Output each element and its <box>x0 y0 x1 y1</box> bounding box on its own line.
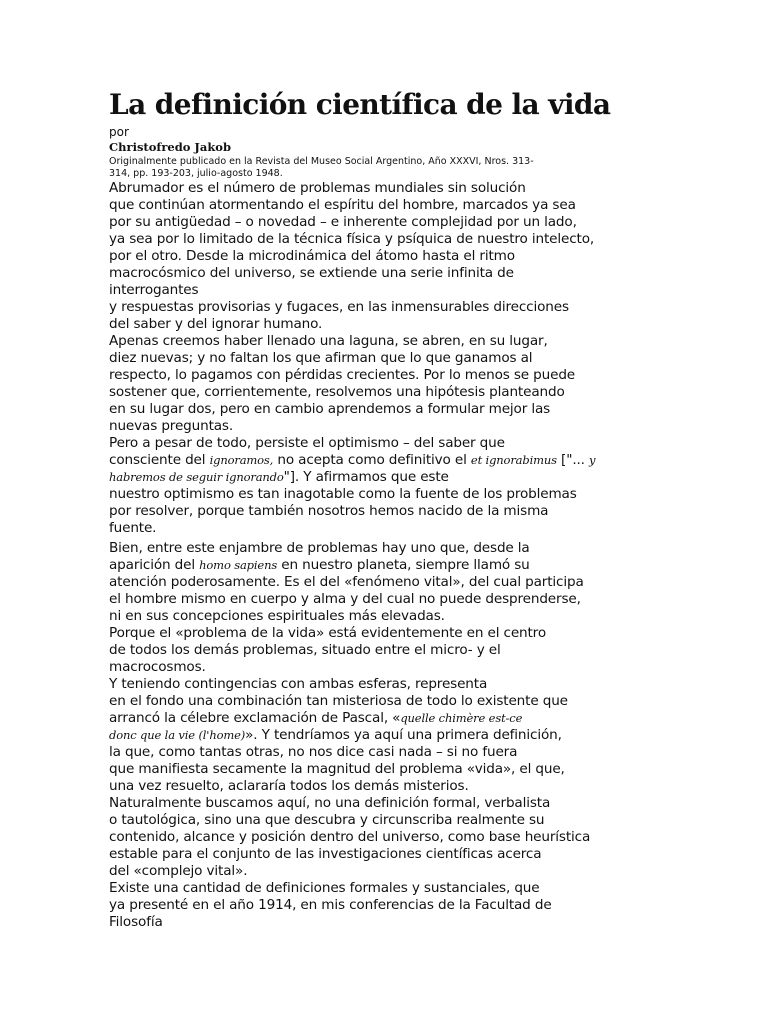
text-line: en su lugar dos, pero en cambio aprendemos a formular mejor las <box>109 401 551 417</box>
paragraph-4 <box>109 540 654 625</box>
text-run: arrancó la célebre exclamación de Pascal, « <box>109 710 401 726</box>
text-line: respecto, lo pagamos con pérdidas crecientes. Por lo menos se puede <box>109 367 576 383</box>
paragraph-8 <box>109 880 654 931</box>
paragraph-2 <box>109 333 654 435</box>
article-body <box>109 180 654 931</box>
text-line: que continúan atormentando el espíritu del hombre, marcados ya sea <box>109 197 576 213</box>
text-line: la que, como tantas otras, no nos dice casi nada – si no fuera <box>109 744 518 760</box>
text-run: aparición del <box>109 557 200 573</box>
text-line: ya presenté en el año 1914, en mis conferencias de la Facultad de <box>109 897 552 913</box>
text-line: diez nuevas; y no faltan los que afirman que lo que ganamos al <box>109 350 533 366</box>
text-line: por el otro. Desde la microdinámica del átomo hasta el ritmo <box>109 248 515 264</box>
paragraph-5 <box>109 625 654 676</box>
source-line: 314, pp. 193-203, julio-agosto 1948. <box>109 168 283 179</box>
text-line <box>109 557 654 574</box>
source-line: Originalmente publicado en la Revista del Museo Social Argentino, Año XXXVI, Nros. 313- <box>109 156 534 167</box>
italic-run: y <box>589 453 596 467</box>
text-line: y respuestas provisorias y fugaces, en las inmensurables direcciones <box>109 299 569 315</box>
text-line: Existe una cantidad de definiciones formales y sustanciales, que <box>109 880 540 896</box>
text-line: macrocosmos. <box>109 659 206 675</box>
text-line <box>109 710 654 727</box>
byline-prefix: por <box>109 125 129 139</box>
italic-run: homo sapiens <box>199 558 278 572</box>
paragraph-1 <box>109 180 654 333</box>
text-run: ». Y tendríamos ya aquí una primera definición, <box>245 727 562 743</box>
text-run: ["... <box>556 452 590 468</box>
text-line: Apenas creemos haber llenado una laguna, se abren, en su lugar, <box>109 333 548 349</box>
text-line: que manifiesta secamente la magnitud del problema «vida», el que, <box>109 761 565 777</box>
author-name: Christofredo Jakob <box>109 140 232 154</box>
text-line: el hombre mismo en cuerpo y alma y del cual no puede desprenderse, <box>109 591 581 607</box>
italic-run: donc que la vie (l'home) <box>109 728 246 742</box>
text-line: Porque el «problema de la vida» está evidentemente en el centro <box>109 625 546 641</box>
document-page <box>109 88 654 931</box>
italic-run: quelle chimère est-ce <box>400 711 523 725</box>
text-line: Pero a pesar de todo, persiste el optimismo – del saber que <box>109 435 505 451</box>
text-line: Y teniendo contingencias con ambas esferas, representa <box>109 676 488 692</box>
source-note <box>109 156 654 180</box>
text-line: del saber y del ignorar humano. <box>109 316 323 332</box>
text-line: ni en sus concepciones espirituales más elevadas. <box>109 608 445 624</box>
text-run: no acepta como definitivo el <box>273 452 471 468</box>
text-line: ya sea por lo limitado de la técnica física y psíquica de nuestro intelecto, <box>109 231 595 247</box>
paragraph-3 <box>109 435 654 537</box>
text-line: contenido, alcance y posición dentro del universo, como base heurística <box>109 829 591 845</box>
italic-run: et ignorabimus <box>470 453 557 467</box>
text-line: Abrumador es el número de problemas mundiales sin solución <box>109 180 526 196</box>
text-line: Bien, entre este enjambre de problemas hay uno que, desde la <box>109 540 530 556</box>
text-run: en nuestro planeta, siempre llamó su <box>277 557 530 573</box>
text-line: en el fondo una combinación tan misteriosa de todo lo existente que <box>109 693 568 709</box>
italic-run: ignoramos, <box>209 453 274 467</box>
text-line <box>109 452 654 469</box>
text-line: o tautológica, sino una que descubra y circunscriba realmente su <box>109 812 545 828</box>
text-line: sostener que, corrientemente, resolvemos una hipótesis planteando <box>109 384 565 400</box>
text-line: una vez resuelto, aclararía todos los demás misterios. <box>109 778 469 794</box>
text-line: del «complejo vital». <box>109 863 248 879</box>
text-line <box>109 727 654 744</box>
paragraph-6 <box>109 676 654 795</box>
text-line: Filosofía <box>109 914 163 930</box>
italic-run: habremos de seguir ignorando <box>109 470 284 484</box>
text-line: macrocósmico del universo, se extiende una serie infinita de <box>109 265 514 281</box>
text-line: interrogantes <box>109 282 199 298</box>
text-line: nuestro optimismo es tan inagotable como la fuente de los problemas <box>109 486 577 502</box>
text-run: consciente del <box>109 452 210 468</box>
text-line: nuevas preguntas. <box>109 418 234 434</box>
document-title: La definición científica de la vida <box>109 88 611 121</box>
text-line: estable para el conjunto de las investigaciones científicas acerca <box>109 846 542 862</box>
paragraph-7 <box>109 795 654 880</box>
text-line: por su antigüedad – o novedad – e inherente complejidad por un lado, <box>109 214 577 230</box>
text-line <box>109 469 654 486</box>
text-line: Naturalmente buscamos aquí, no una definición formal, verbalista <box>109 795 551 811</box>
text-line: fuente. <box>109 520 157 536</box>
text-line: atención poderosamente. Es el del «fenómeno vital», del cual participa <box>109 574 584 590</box>
text-line: de todos los demás problemas, situado entre el micro- y el <box>109 642 501 658</box>
text-run: "]. Y afirmamos que este <box>283 469 449 485</box>
text-line: por resolver, porque también nosotros hemos nacido de la misma <box>109 503 549 519</box>
